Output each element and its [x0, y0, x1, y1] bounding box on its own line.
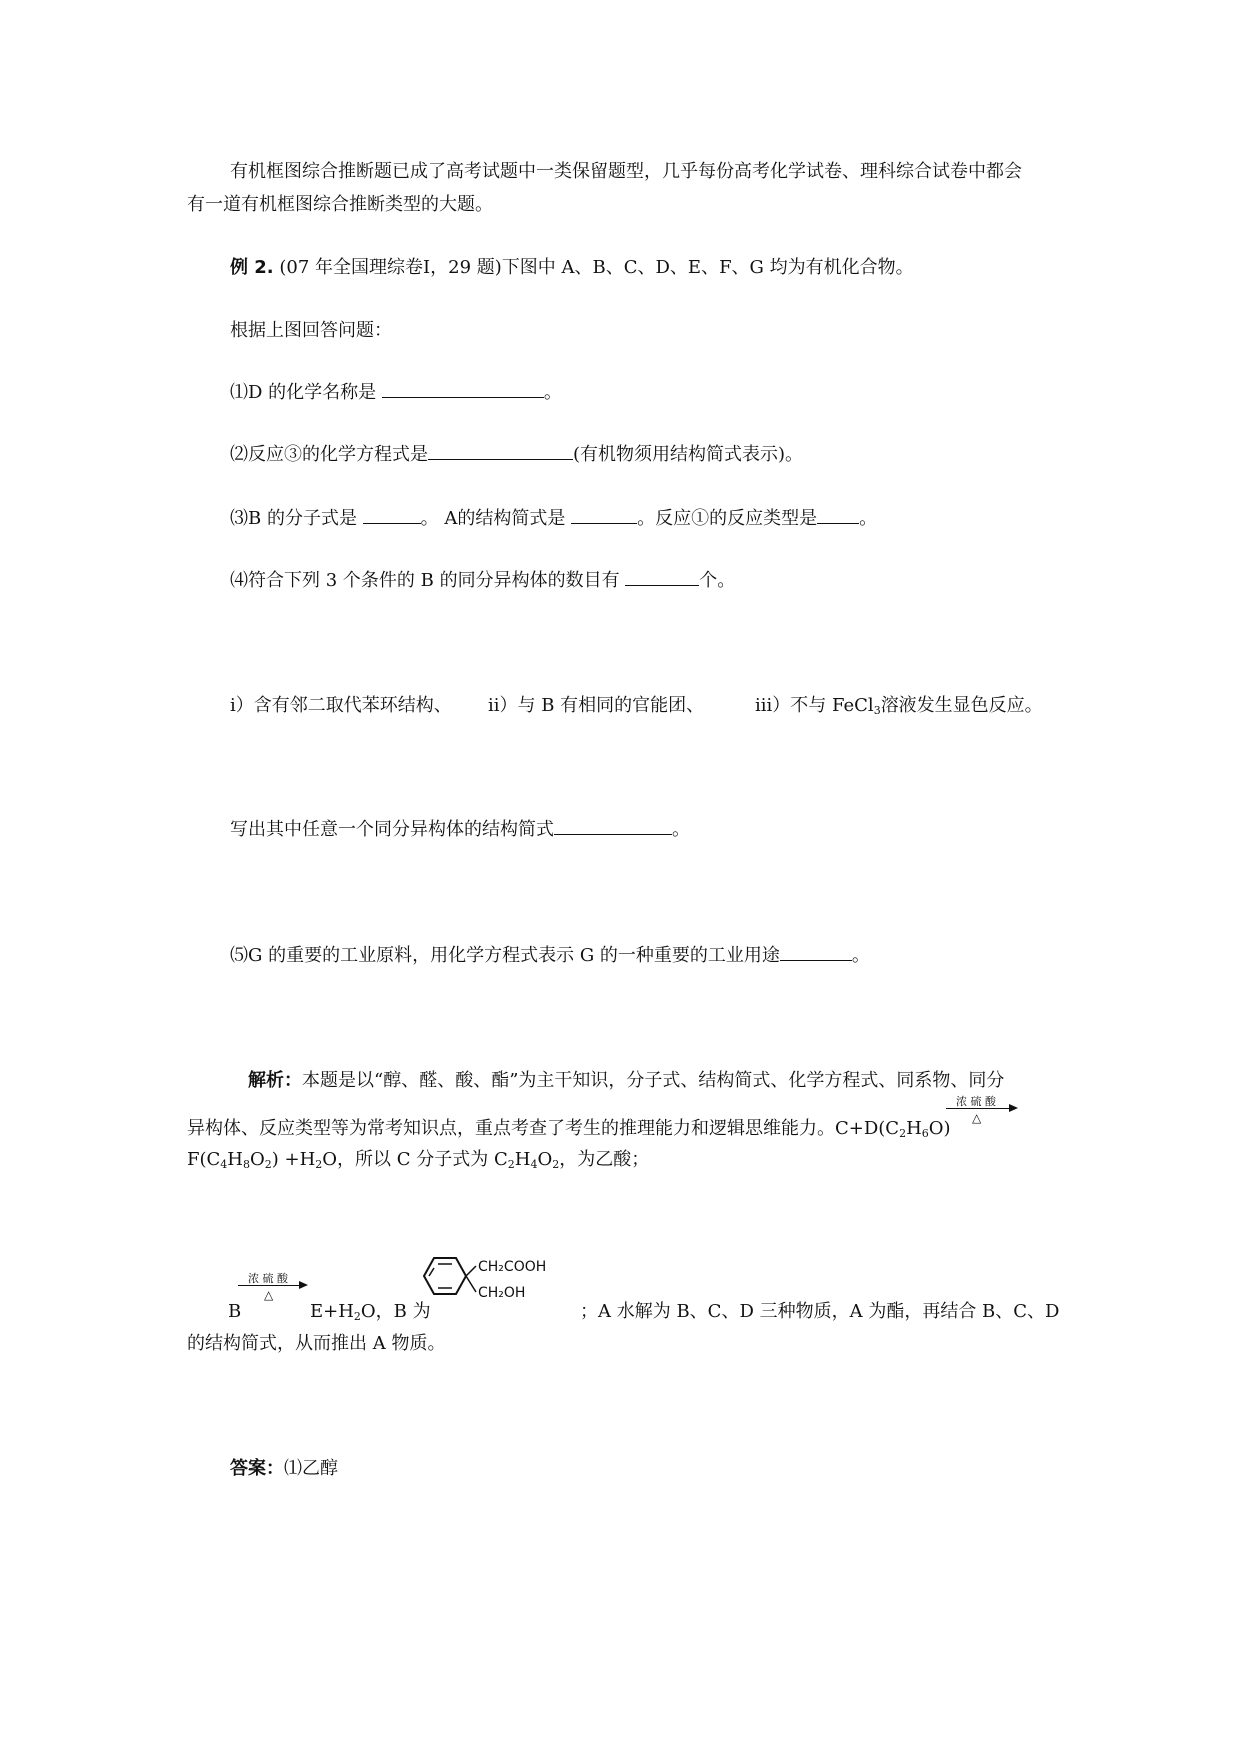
q3-text-c: 。反应①的反应类型是: [637, 508, 818, 529]
q3-type-blank[interactable]: [817, 507, 859, 524]
q5-text: ⑸G 的重要的工业原料，用化学方程式表示 G 的一种重要的工业用途: [230, 945, 780, 966]
question-3: [230, 507, 877, 531]
intro-line-2: 有一道有机框图综合推断类型的大题。: [187, 194, 493, 215]
q4-end: 个。: [699, 570, 736, 591]
cond3-end: 溶液发生显色反应。: [880, 695, 1043, 716]
struct-top-label: CH₂COOH: [478, 1259, 547, 1275]
q3-formula-blank[interactable]: [363, 507, 421, 524]
q1-text: ⑴D 的化学名称是: [230, 382, 382, 403]
q5-end: 。: [851, 945, 870, 966]
question-4: [230, 569, 735, 593]
q4-answer-blank[interactable]: [625, 569, 699, 586]
sub: 2: [507, 1158, 515, 1171]
analysis-line-1: [248, 1069, 1004, 1093]
question-5: [230, 944, 870, 968]
text: ) +H: [271, 1149, 316, 1170]
isomer-answer-blank[interactable]: [554, 818, 672, 835]
q4-text: ⑷符合下列 3 个条件的 B 的同分异构体的数目有: [230, 570, 626, 591]
q3-structure-blank[interactable]: [571, 507, 637, 524]
reaction-arrow-1: [946, 1093, 1018, 1129]
example-text: (07 年全国理综卷Ⅰ，29 题)下图中 A、B、C、D、E、F、G 均为有机化合物。: [279, 257, 914, 278]
example-heading: [230, 256, 914, 280]
write-text: 写出其中任意一个同分异构体的结构简式: [230, 819, 554, 840]
analysis-line-4-end: ；A 水解为 B、C、D 三种物质，A 为酯，再结合 B、C、D: [580, 1301, 1060, 1322]
q2-answer-blank[interactable]: [428, 443, 573, 460]
analysis-text-2: 异构体、反应类型等为常考知识点，重点考查了考生的推理能力和逻辑思维能力。C+D(C: [187, 1118, 900, 1139]
text: H: [227, 1149, 243, 1170]
arrow-shaft: [946, 1108, 1012, 1109]
arrow-head-icon: [299, 1281, 308, 1289]
write-end: 。: [672, 819, 690, 840]
q5-answer-blank[interactable]: [780, 944, 852, 961]
cond3-sub: 3: [873, 704, 881, 717]
analysis-line-2: [187, 1117, 951, 1141]
text: H: [514, 1149, 531, 1170]
condition-1: i）含有邻二取代苯环结构、: [230, 695, 452, 716]
text: H: [906, 1118, 922, 1139]
q3-end: 。: [859, 508, 878, 529]
q1-end: 。: [543, 382, 562, 403]
sub: 2: [353, 1310, 361, 1323]
heat-symbol: △: [264, 1288, 274, 1302]
arrow-condition: 浓 硫 酸: [248, 1272, 288, 1285]
question-2: [230, 443, 803, 467]
intro-line-1: 有机框图综合推断题已成了高考试题中一类保留题型，几乎每份高考化学试卷、理科综合试卷中都会: [230, 161, 1022, 182]
analysis-line-5: 的结构简式，从而推出 A 物质。: [187, 1333, 446, 1354]
sub: 4: [220, 1158, 228, 1171]
question-1: [230, 381, 562, 405]
sub: 2: [315, 1158, 323, 1171]
text: F(C: [187, 1149, 221, 1170]
text: O: [537, 1149, 553, 1170]
text: O，B 为: [360, 1301, 431, 1322]
analysis-text-1: 本题是以“醇、醛、酸、酯”为主干知识，分子式、结构简式、化学方程式、同系物、同分: [302, 1070, 1005, 1091]
text: ，为乙酸；: [559, 1149, 650, 1170]
q2-end: (有机物须用结构简式表示)。: [573, 444, 804, 465]
arrow-condition: 浓 硫 酸: [956, 1095, 996, 1108]
answer-text: ⑴乙醇: [284, 1458, 338, 1479]
sub: 2: [899, 1127, 907, 1140]
questions-prompt: 根据上图回答问题：: [230, 320, 392, 341]
q3-text-a: ⑶B 的分子式是: [230, 508, 363, 529]
sub: 2: [552, 1158, 560, 1171]
answer-line: [230, 1457, 338, 1481]
arrow-head-icon: [1009, 1104, 1018, 1112]
answer-label: 答案：: [230, 1458, 284, 1479]
text: E+H: [310, 1301, 354, 1322]
sub: 6: [921, 1127, 929, 1140]
write-isomer: [230, 818, 690, 842]
analysis-label: 解析：: [248, 1070, 302, 1091]
text: O): [928, 1118, 951, 1139]
q1-answer-blank[interactable]: [382, 381, 544, 398]
condition-2: ii）与 B 有相同的官能团、: [488, 695, 705, 716]
benzene-structure-icon: [420, 1252, 580, 1322]
struct-bottom-label: CH₂OH: [478, 1285, 526, 1301]
q3-text-b: 。 A的结构简式是: [420, 508, 572, 529]
condition-3: [755, 694, 1043, 718]
sub: 4: [530, 1158, 538, 1171]
heat-symbol: △: [972, 1111, 982, 1125]
arrow-shaft: [238, 1285, 302, 1286]
analysis-b-label: B: [228, 1301, 242, 1322]
sub: 2: [264, 1158, 272, 1171]
q2-text: ⑵反应③的化学方程式是: [230, 444, 428, 465]
reaction-arrow-2: [238, 1270, 308, 1306]
analysis-line-4: [310, 1300, 431, 1324]
example-label: 例 2.: [230, 257, 274, 278]
sub: 8: [243, 1158, 250, 1171]
cond3-text: iii）不与 FeCl: [755, 695, 874, 716]
text: O: [250, 1149, 265, 1170]
text: O，所以 C 分子式为 C: [322, 1149, 508, 1170]
analysis-line-3: [187, 1148, 649, 1172]
